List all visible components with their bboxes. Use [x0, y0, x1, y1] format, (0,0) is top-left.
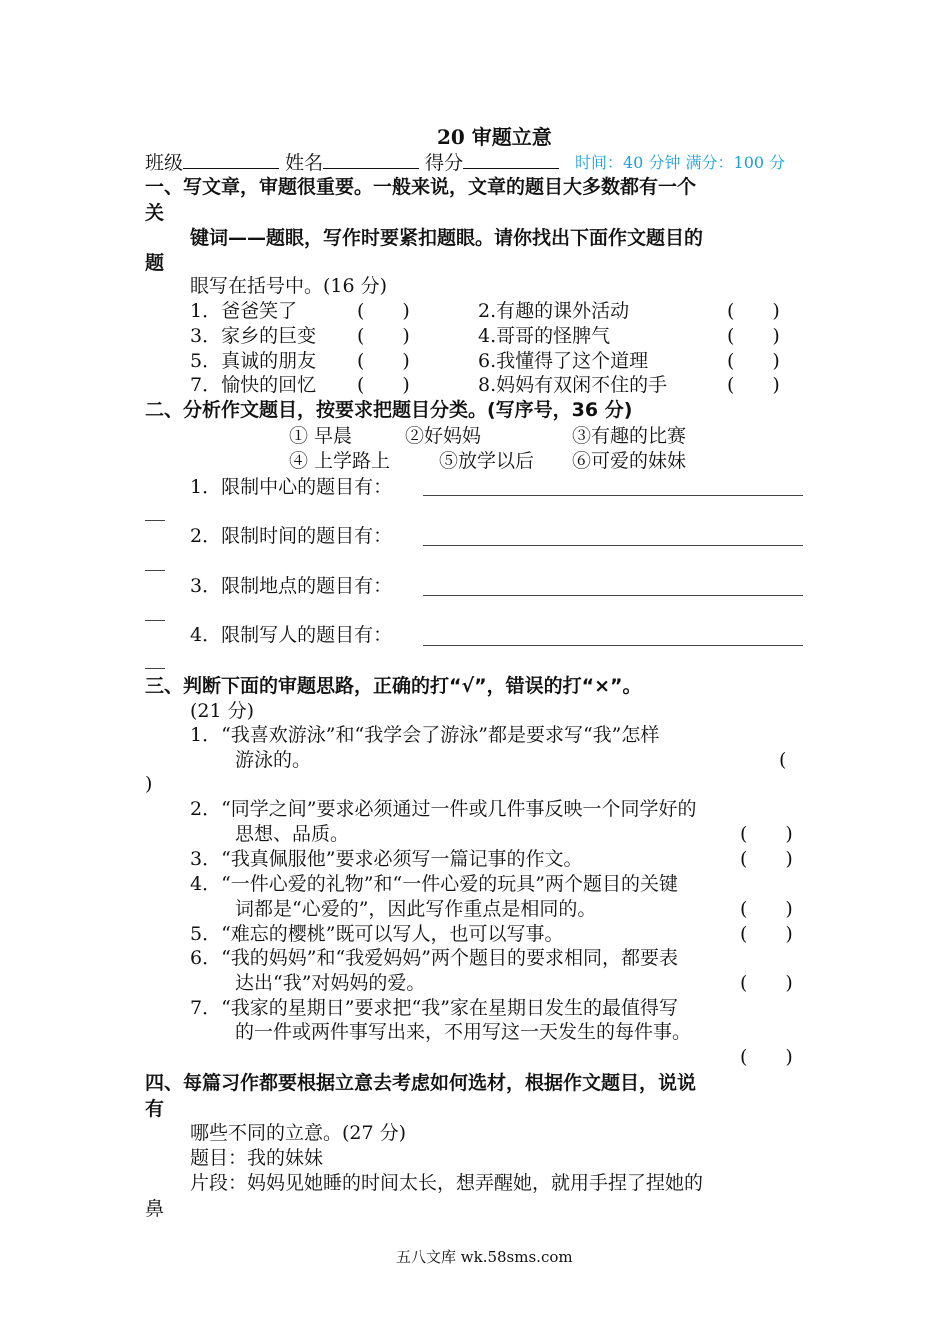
- judge-2-line1: 2．“同学之间”要求必须通过一件或几件事反映一个同学好的: [190, 798, 697, 820]
- option-4: ④ 上学路上: [289, 450, 391, 472]
- option-5: ⑤放学以后: [439, 450, 535, 472]
- answer-paren-7[interactable]: ( ): [357, 374, 410, 396]
- page-title: 20 审题立意: [437, 125, 552, 149]
- section4-heading-wrap: 有: [145, 1098, 165, 1120]
- section1-heading-line3: 眼写在括号中。(16 分): [190, 275, 388, 297]
- judge-7-line2: 的一件或两件事写出来，不用写这一天发生的每件事。: [235, 1021, 692, 1043]
- judge-6-line2: 达出“我”对妈妈的爱。: [235, 972, 426, 994]
- answer-line-center[interactable]: [423, 495, 803, 496]
- answer-paren-2[interactable]: ( ): [727, 300, 780, 322]
- answer-paren-1[interactable]: ( ): [357, 300, 410, 322]
- wrap-dash: [145, 520, 165, 521]
- section1-heading-line1: 一、写文章，审题很重要。一般来说，文章的题目大多数都有一个: [145, 176, 697, 198]
- judge-2-paren[interactable]: ( ): [740, 823, 793, 845]
- header-fields: [145, 150, 559, 175]
- section1-item-5: 5．真诚的朋友: [190, 350, 317, 372]
- answer-line-place[interactable]: [423, 595, 803, 596]
- section1-item-2: 2.有趣的课外活动: [478, 300, 630, 322]
- judge-2-line2: 思想、品质。: [235, 823, 350, 845]
- section3-score: (21 分): [190, 700, 255, 722]
- option-2: ②好妈妈: [405, 425, 482, 447]
- judge-3-paren[interactable]: ( ): [740, 848, 793, 870]
- judge-4-paren[interactable]: ( ): [740, 898, 793, 920]
- judge-7-line1: 7．“我家的星期日”要求把“我”家在星期日发生的最值得写: [190, 997, 678, 1019]
- judge-1-open-paren[interactable]: (: [779, 749, 787, 771]
- name-blank[interactable]: [323, 150, 419, 169]
- section1-heading-wrap2: 题: [145, 252, 165, 274]
- name-label: 姓名: [285, 152, 324, 174]
- judge-6-line1: 6．“我的妈妈”和“我爱妈妈”两个题目的要求相同，都要表: [190, 947, 678, 969]
- wrap-dash: [145, 570, 165, 571]
- answer-paren-4[interactable]: ( ): [727, 325, 780, 347]
- answer-line-time[interactable]: [423, 545, 803, 546]
- answer-paren-8[interactable]: ( ): [727, 374, 780, 396]
- time-info: 时间：40 分钟 满分：100 分: [575, 153, 786, 172]
- question-center: 1．限制中心的题目有：: [190, 476, 393, 498]
- section2-heading: 二、分析作文题目，按要求把题目分类。(写序号，36 分): [145, 399, 633, 421]
- judge-5: 5．“难忘的樱桃”既可以写人，也可以写事。: [190, 923, 564, 945]
- section1-item-4: 4.哥哥的怪脾气: [478, 325, 611, 347]
- section4-fragment-wrap: 鼻: [145, 1198, 165, 1220]
- answer-paren-3[interactable]: ( ): [357, 325, 410, 347]
- section1-item-1: 1．爸爸笑了: [190, 300, 298, 322]
- judge-4-line1: 4．“一件心爱的礼物”和“一件心爱的玩具”两个题目的关键: [190, 873, 678, 895]
- section4-fragment: 片段：妈妈见她睡的时间太长，想弄醒她，就用手捏了捏她的: [190, 1172, 704, 1194]
- judge-6-paren[interactable]: ( ): [740, 972, 793, 994]
- judge-1-line1: 1．“我喜欢游泳”和“我学会了游泳”都是要求写“我”怎样: [190, 724, 660, 746]
- footer-watermark: 五八文库 wk.58sms.com: [396, 1248, 573, 1266]
- section3-heading: 三、判断下面的审题思路，正确的打“√”，错误的打“×”。: [145, 675, 642, 697]
- class-blank[interactable]: [183, 150, 279, 169]
- question-time: 2．限制时间的题目有：: [190, 525, 393, 547]
- judge-1-close-paren[interactable]: ): [145, 773, 153, 795]
- class-label: 班级: [145, 152, 184, 174]
- option-6: ⑥可爱的妹妹: [572, 450, 687, 472]
- option-3: ③有趣的比赛: [572, 425, 687, 447]
- section1-heading-wrap1: 关: [145, 202, 165, 224]
- question-person: 4．限制写人的题目有：: [190, 624, 393, 646]
- judge-1-line2: 游泳的。: [235, 749, 312, 771]
- answer-paren-5[interactable]: ( ): [357, 350, 410, 372]
- wrap-dash: [145, 620, 165, 621]
- judge-5-paren[interactable]: ( ): [740, 923, 793, 945]
- judge-3: 3．“我真佩服他”要求必须写一篇记事的作文。: [190, 848, 583, 870]
- score-label: 得分: [425, 152, 464, 174]
- question-place: 3．限制地点的题目有：: [190, 575, 393, 597]
- judge-7-paren[interactable]: ( ): [740, 1046, 793, 1068]
- answer-line-person[interactable]: [423, 645, 803, 646]
- section1-item-6: 6.我懂得了这个道理: [478, 350, 649, 372]
- wrap-dash: [145, 668, 165, 669]
- section4-topic: 题目：我的妹妹: [190, 1147, 324, 1169]
- option-1: ① 早晨: [289, 425, 353, 447]
- section1-heading-line2: 键词——题眼，写作时要紧扣题眼。请你找出下面作文题目的: [190, 227, 704, 249]
- section1-item-8: 8.妈妈有双闲不住的手: [478, 374, 668, 396]
- score-blank[interactable]: [463, 150, 559, 169]
- judge-4-line2: 词都是“心爱的”，因此写作重点是相同的。: [235, 898, 597, 920]
- section4-heading-line1: 四、每篇习作都要根据立意去考虑如何选材，根据作文题目，说说: [145, 1072, 697, 1094]
- section1-item-3: 3．家乡的巨变: [190, 325, 317, 347]
- section1-item-7: 7．愉快的回忆: [190, 374, 317, 396]
- section4-heading-line2: 哪些不同的立意。(27 分): [190, 1122, 407, 1144]
- answer-paren-6[interactable]: ( ): [727, 350, 780, 372]
